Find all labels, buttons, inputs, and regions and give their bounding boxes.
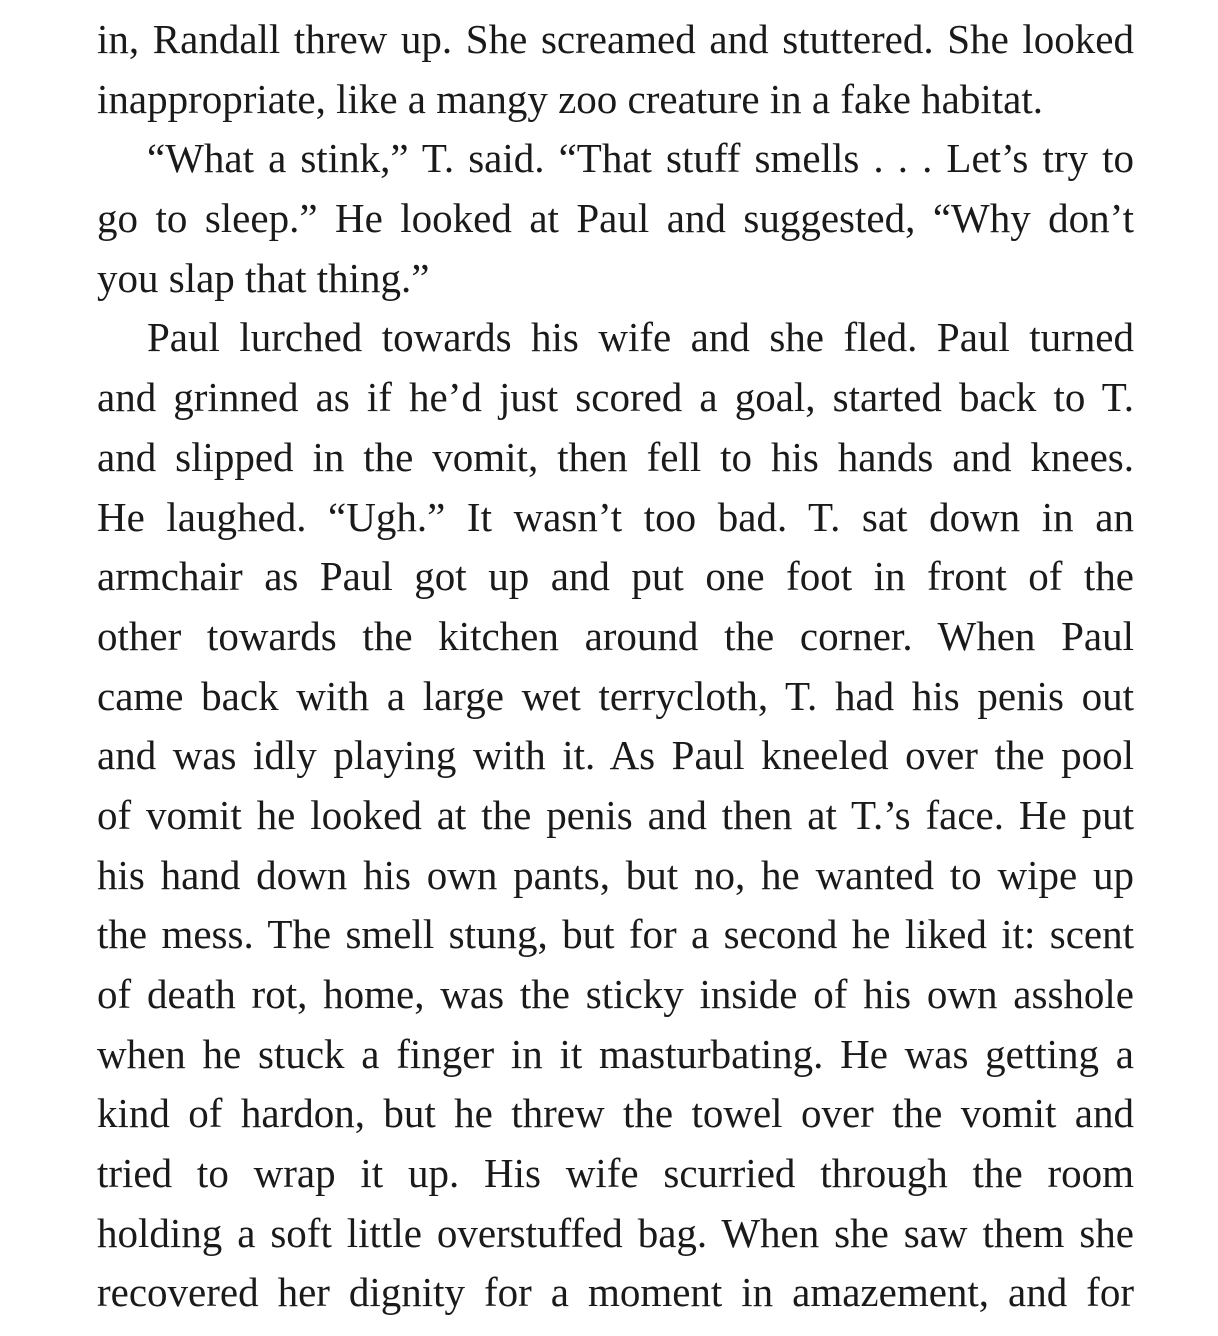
text-line: you slap that thing.” xyxy=(97,254,430,301)
text-line: Paul lurched towards his wife and she fled. Paul turned xyxy=(147,314,1134,361)
text-line: of death rot, home, was the sticky inside of his own asshole xyxy=(97,971,1134,1017)
text-line: and was idly playing with it. As Paul kneeled over the pool xyxy=(97,732,1134,779)
text-line: the mess. The smell stung, but for a second he liked it: scent xyxy=(97,911,1134,958)
text-line: his hand down his own pants, but no, he wanted to wipe up xyxy=(97,851,1134,898)
text-line: holding a soft little overstuffed bag. When she saw them she xyxy=(97,1209,1134,1256)
book-page-text xyxy=(97,10,1134,1323)
text-line: other towards the kitchen around the corner. When Paul xyxy=(97,612,1134,659)
text-line: inappropriate, like a mangy zoo creature in a fake habitat. xyxy=(97,75,1043,122)
text-line: recovered her dignity for a moment in amazement, and for xyxy=(97,1269,1134,1316)
text-line: and slipped in the vomit, then fell to his hands and knees. xyxy=(97,433,1134,480)
text-line: tried to wrap it up. His wife scurried through the room xyxy=(97,1150,1134,1197)
text-line: kind of hardon, but he threw the towel over the vomit and xyxy=(97,1090,1134,1137)
text-line: “What a stink,” T. said. “That stuff smells . . . Let’s try to xyxy=(147,135,1134,182)
text-line: He laughed. “Ugh.” It wasn’t too bad. T. sat down in an xyxy=(97,493,1134,540)
text-line: armchair as Paul got up and put one foot in front of the xyxy=(97,553,1134,600)
text-line: came back with a large wet terrycloth, T. had his penis out xyxy=(97,672,1134,719)
text-line: go to sleep.” He looked at Paul and suggested, “Why don’t xyxy=(97,195,1134,242)
text-line: when he stuck a finger in it masturbating. He was getting a xyxy=(97,1030,1134,1077)
text-line: in, Randall threw up. She screamed and stuttered. She looked xyxy=(97,16,1134,62)
text-line: of vomit he looked at the penis and then at T.’s face. He put xyxy=(97,791,1134,838)
text-line: and grinned as if he’d just scored a goal, started back to T. xyxy=(97,374,1134,421)
